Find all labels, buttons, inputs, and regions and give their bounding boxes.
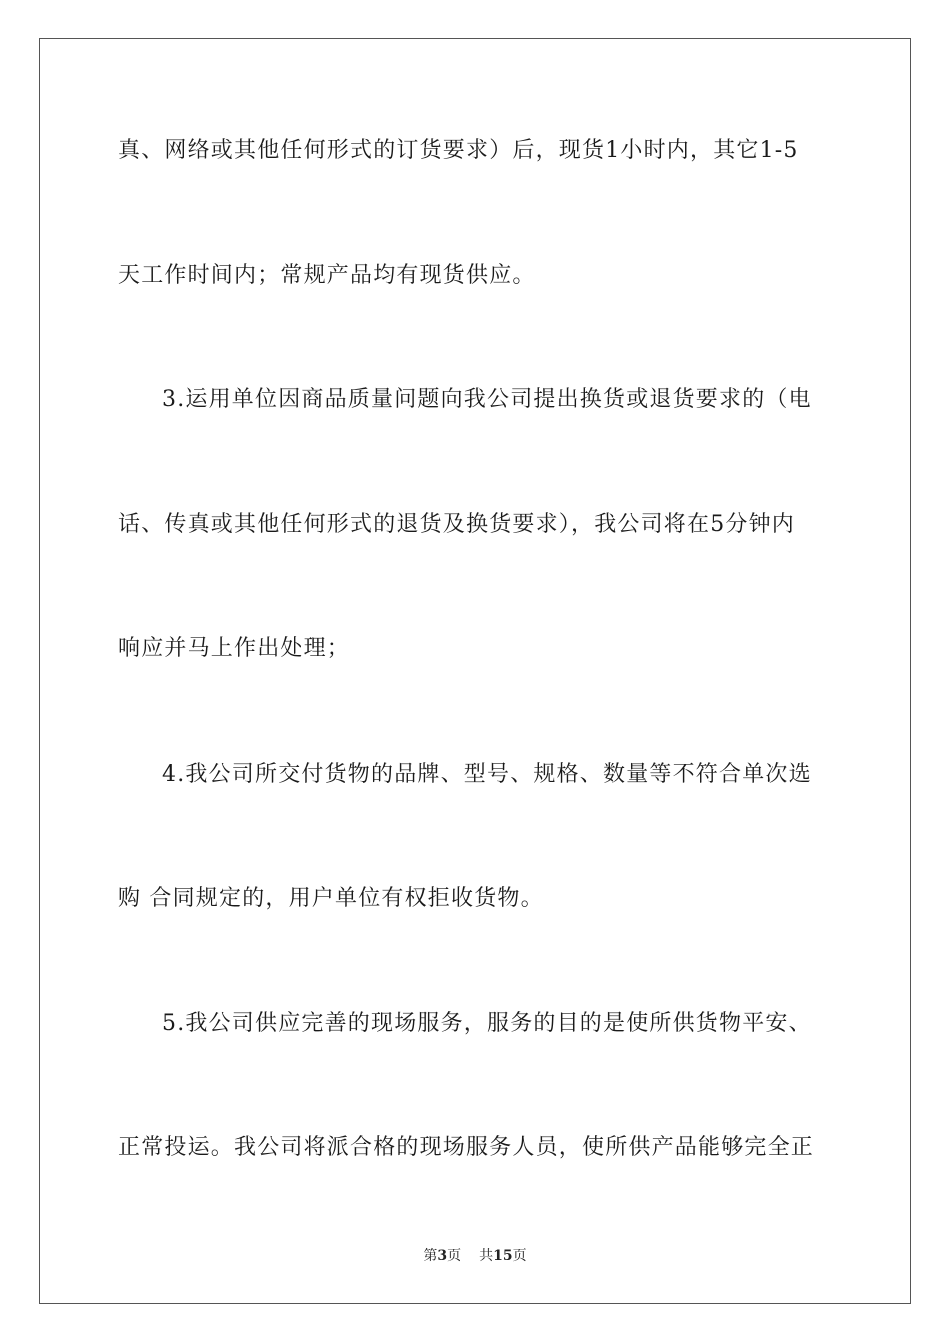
current-page-number: 3 [437, 1248, 448, 1264]
page-border [39, 38, 911, 1304]
paragraph-2-line-2: 话、传真或其他任何形式的退货及换货要求），我公司将在5分钟内 [118, 512, 795, 537]
paragraph-4-line-1: 5.我公司供应完善的现场服务，服务的目的是使所供货物平安、 [162, 1011, 812, 1036]
total-prefix: 共 [479, 1248, 494, 1264]
paragraph-3-line-1: 4.我公司所交付货物的品牌、型号、规格、数量等不符合单次选 [162, 762, 812, 787]
paragraph-1-line-1: 真、网络或其他任何形式的订货要求）后，现货1小时内，其它1-5 [118, 138, 799, 163]
total-pages-number: 15 [493, 1248, 513, 1264]
page-footer [0, 1246, 950, 1266]
paragraph-2-line-1: 3.运用单位因商品质量问题向我公司提出换货或退货要求的（电 [162, 387, 812, 412]
page-suffix: 页 [447, 1248, 462, 1264]
paragraph-2-line-3: 响应并马上作出处理； [118, 636, 351, 661]
paragraph-1-line-2: 天工作时间内；常规产品均有现货供应。 [118, 263, 536, 288]
paragraph-4-line-2: 正常投运。我公司将派合格的现场服务人员，使所供产品能够完全正 [118, 1135, 815, 1160]
paragraph-3-line-2: 购 合同规定的，用户单位有权拒收货物。 [118, 886, 544, 911]
total-suffix: 页 [512, 1248, 527, 1264]
page-prefix: 第 [423, 1248, 438, 1264]
